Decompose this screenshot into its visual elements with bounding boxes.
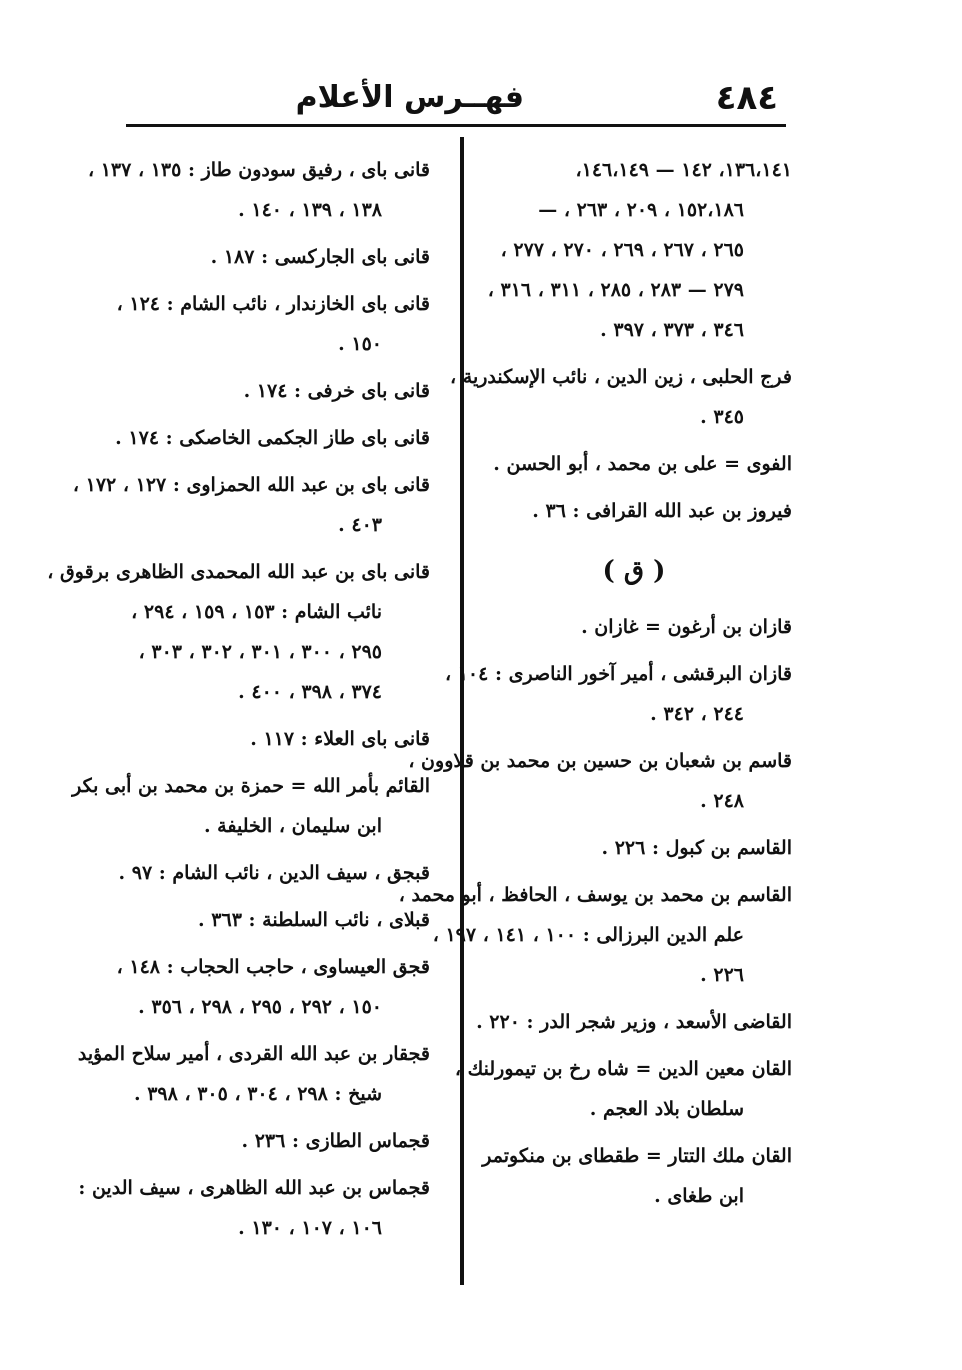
index-entry <box>130 1121 430 1161</box>
page-number: ٤٨٤ <box>715 78 778 118</box>
index-entry <box>116 284 430 364</box>
left-column-entries <box>47 150 430 1248</box>
index-entry-continuation: ابن طغاى . <box>654 1185 744 1207</box>
index-entry <box>444 654 792 734</box>
index-entry-line: فيروز بن عبد الله القرافى : ٣٦ . <box>532 500 792 522</box>
index-entry-continuation: ٣٤٦ ، ٣٧٣ ، ٣٩٧ . <box>600 319 744 341</box>
index-entry <box>72 766 430 846</box>
index-entry <box>87 150 430 230</box>
index-entry <box>476 607 792 647</box>
index-entry <box>116 947 430 1027</box>
index-entry-line: قجماس بن عبد الله الظاهرى ، سيف الدين : <box>78 1177 430 1199</box>
index-entry <box>408 741 792 821</box>
index-entry-continuation: علم الدين البرزالى : ١٠٠ ، ١٤١ ، ١٩٧ ، <box>432 924 744 946</box>
index-entry-continuation: سلطان بلاد العجم . <box>589 1098 744 1120</box>
right-column <box>398 150 792 1223</box>
header-rule <box>126 124 786 127</box>
index-entry-line: قانى باى العلاء : ١١٧ . <box>250 728 430 750</box>
index-entry-continuation: شيخ : ٢٩٨ ، ٣٠٤ ، ٣٠٥ ، ٣٩٨ . <box>133 1083 382 1105</box>
index-entry-line: ١٣٦،١٤١، ١٤٢ — ١٤٦،١٤٩، <box>575 159 792 181</box>
index-entry-line: قانى باى خرفى : ١٧٤ . <box>243 380 430 402</box>
index-entry-continuation: ١٥٠ ، ٢٩٢ ، ٢٩٥ ، ٢٩٨ ، ٣٥٦ . <box>138 996 382 1018</box>
index-entry-continuation: ٤٠٣ . <box>338 514 382 536</box>
index-entry <box>476 491 792 531</box>
running-header <box>126 70 786 128</box>
index-entry-continuation: ١٣٨ ، ١٣٩ ، ١٤٠ . <box>238 199 382 221</box>
index-entry-line: قانى باى ، رفيق سودون طاز : ١٣٥ ، ١٣٧ ، <box>87 159 430 181</box>
column-divider <box>460 137 464 1285</box>
index-entry <box>454 1049 792 1129</box>
index-entry <box>450 357 792 437</box>
index-entry <box>130 237 430 277</box>
index-entry-line: قانى باى بن عبد الله المحمدى الظاهرى برقوق ، <box>47 561 430 583</box>
index-entry-continuation: ٢٤٤ ، ٣٤٢ . <box>650 703 744 725</box>
index-entry-line: قجق العيساوى ، حاجب الحجاب : ١٤٨ ، <box>116 956 430 978</box>
index-entry <box>476 150 792 350</box>
index-entry-line: قانى باى الخازندار ، نائب الشام : ١٢٤ ، <box>116 293 430 315</box>
index-entry <box>130 719 430 759</box>
index-entry-line: القاضى الأسعد ، وزير شجر الدر : ٢٢٠ . <box>476 1011 792 1033</box>
index-entry <box>476 444 792 484</box>
page-title: فهــرس الأعلام <box>295 80 524 115</box>
index-entry <box>72 465 430 545</box>
index-entry-line: قازان بن أرغون = غازان . <box>581 616 792 638</box>
index-entry-continuation: ١٥٠ . <box>338 333 382 355</box>
index-entry <box>130 371 430 411</box>
index-entry-continuation: ١٥٢،١٨٦ ، ٢٠٩ ، ٢٦٣ ، — <box>538 199 744 221</box>
index-entry-continuation: ابن سليمان ، الخليفة . <box>203 815 382 837</box>
index-entry-line: القان ملك التتار = طقطاى بن منكوتمر <box>482 1145 792 1167</box>
left-column <box>47 150 430 1255</box>
index-entry-line: القاسم بن محمد بن يوسف ، الحافظ ، أبو محمد ، <box>398 884 792 906</box>
index-entry-line: قجقار بن عبد الله القردى ، أمير سلاح المؤيد <box>77 1043 430 1065</box>
index-entry-line: قانى باى بن عبد الله الحمزاوى : ١٢٧ ، ١٧٢ ، <box>72 474 430 496</box>
index-entry-continuation: ٢٦٥ ، ٢٦٧ ، ٢٦٩ ، ٢٧٠ ، ٢٧٧ ، <box>500 239 744 261</box>
index-entry-continuation: ٢٧٩ — ٢٨٣ ، ٢٨٥ ، ٣١١ ، ٣١٦ ، <box>487 279 744 301</box>
index-entry <box>476 1136 792 1216</box>
index-entry-line: قاسم بن شعبان بن حسين بن محمد بن قلاوون ، <box>408 750 792 772</box>
index-entry <box>130 900 430 940</box>
index-entry-continuation: ١٠٦ ، ١٠٧ ، ١٣٠ . <box>238 1217 382 1239</box>
index-entry-line: قازان البرقشى ، أمير آخور الناصرى : ١٠٤ ، <box>444 663 792 685</box>
index-entry-line: قبجق ، سيف الدين ، نائب الشام : ٩٧ . <box>118 862 430 884</box>
index-entry <box>77 1034 430 1114</box>
index-entry-line: قبلاى ، نائب السلطنة : ٣٦٣ . <box>198 909 430 931</box>
index-entry-continuation: ٣٤٥ . <box>700 406 744 428</box>
index-entry-continuation: ٣٧٤ ، ٣٩٨ ، ٤٠٠ . <box>238 681 382 703</box>
index-entry <box>47 552 430 712</box>
index-entry-line: الفوى = على بن محمد ، أبو الحسن . <box>493 453 792 475</box>
index-entry-continuation: ٢٤٨ . <box>700 790 744 812</box>
index-entry <box>398 875 792 995</box>
index-entry-line: قانى باى الجاركسى : ١٨٧ . <box>210 246 430 268</box>
index-entry-line: قانى باى طاز الجكمى الخاصكى : ١٧٤ . <box>115 427 430 449</box>
section-heading-qaf: ( ق ) <box>602 556 666 586</box>
right-column-entries-bottom <box>398 607 792 1216</box>
index-entry-continuation: ٢٢٦ . <box>700 964 744 986</box>
index-entry-line: القائم بأمر الله = حمزة بن محمد بن أبى بكر <box>72 775 430 797</box>
index-entry-line: القاسم بن كبول : ٢٢٦ . <box>601 837 792 859</box>
index-entry <box>115 418 430 458</box>
index-entry-continuation: نائب الشام : ١٥٣ ، ١٥٩ ، ٢٩٤ ، <box>131 601 382 623</box>
right-column-entries-top <box>450 150 792 531</box>
index-entry <box>476 1002 792 1042</box>
index-entry-line: القان معين الدين = شاه رخ بن تيمورلنك ، <box>454 1058 792 1080</box>
index-entry-line: قجماس الطازى : ٢٣٦ . <box>241 1130 430 1152</box>
index-entry <box>78 1168 430 1248</box>
index-entry <box>476 828 792 868</box>
index-entry-line: فرج الحلبى ، زين الدين ، نائب الإسكندرية ، <box>450 366 792 388</box>
index-entry <box>118 853 430 893</box>
index-entry-continuation: ٢٩٥ ، ٣٠٠ ، ٣٠١ ، ٣٠٢ ، ٣٠٣ ، <box>138 641 382 663</box>
